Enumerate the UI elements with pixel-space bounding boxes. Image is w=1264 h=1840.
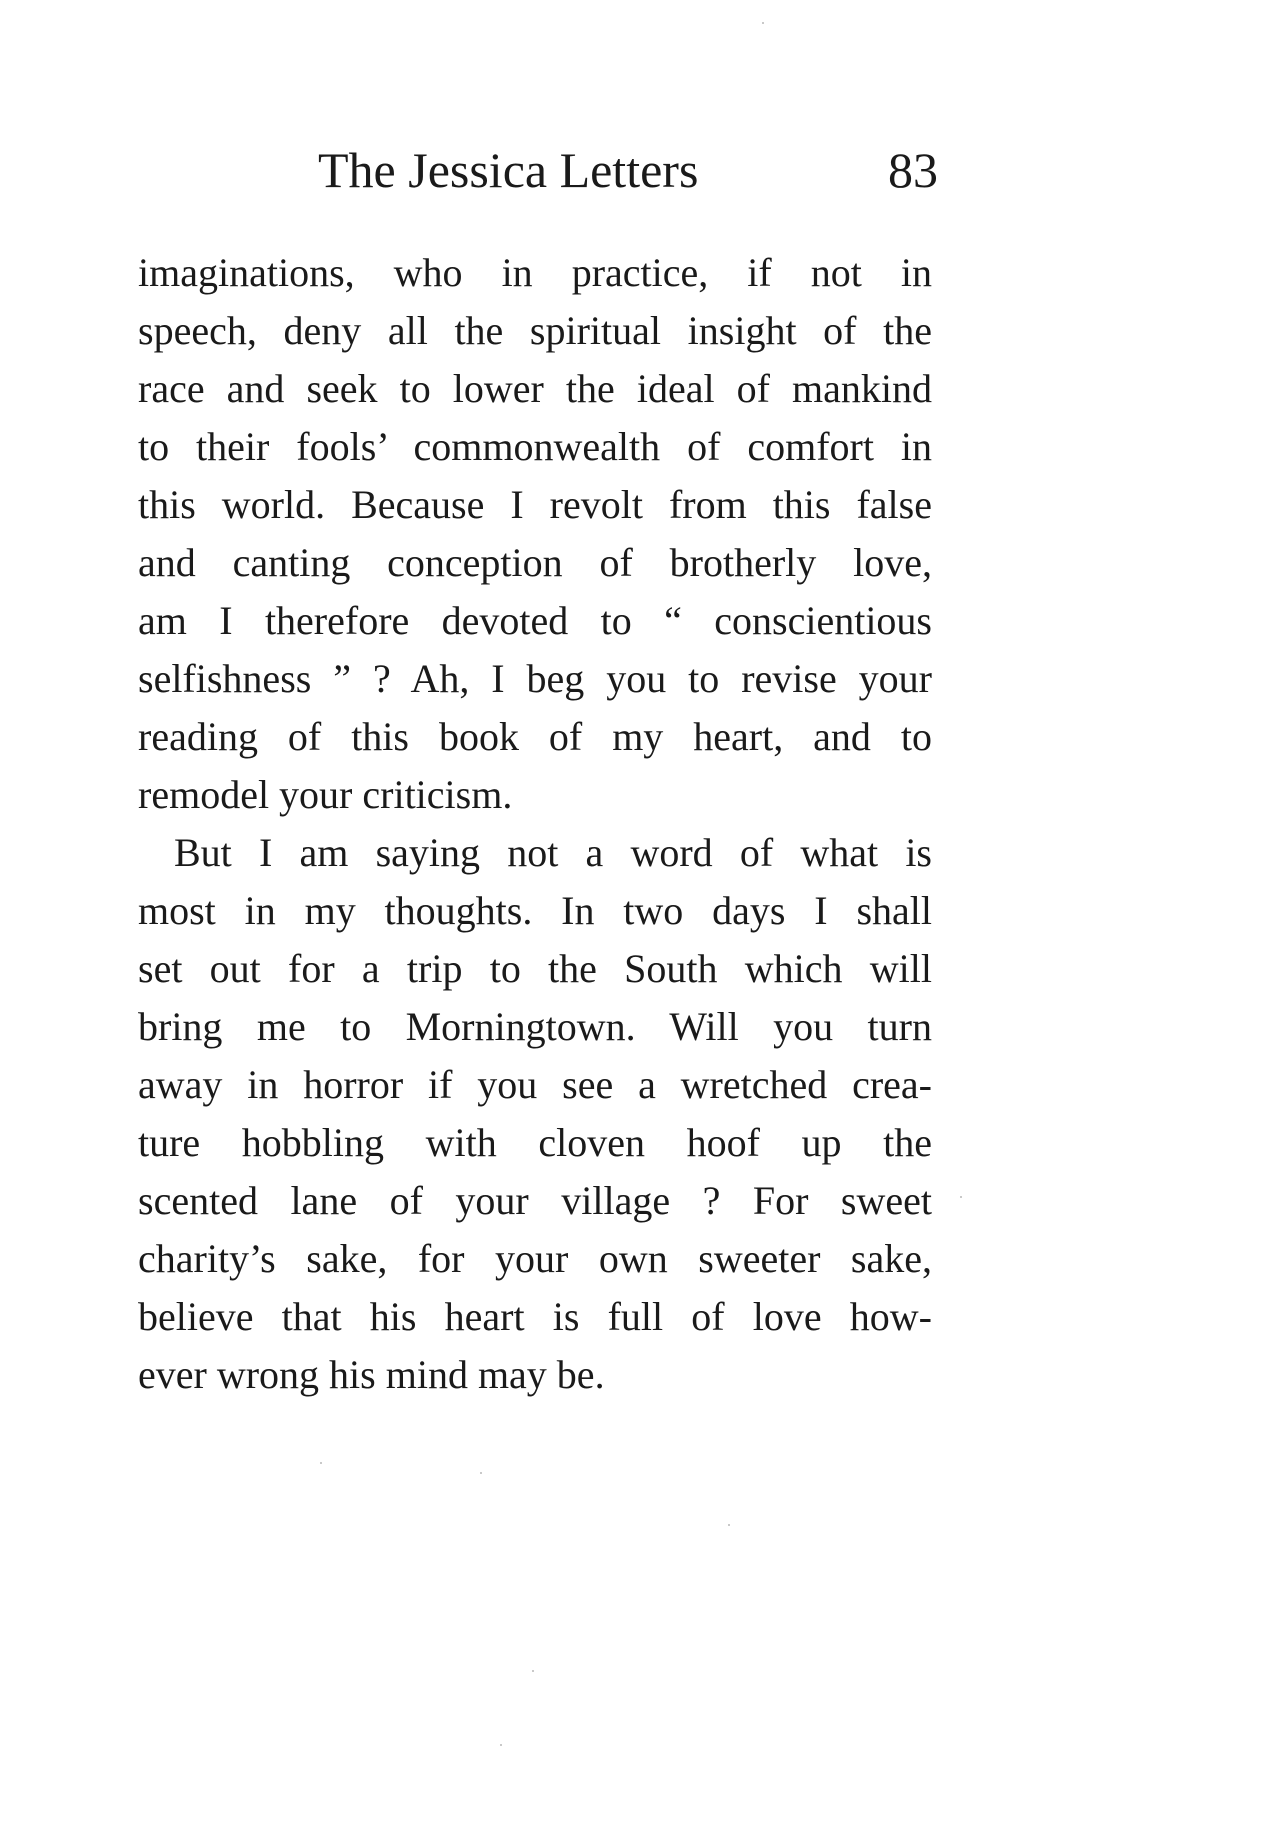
text-line: selfishness ” ? Ah, I beg you to revise your xyxy=(138,656,932,701)
text-line: ever wrong his mind may be. xyxy=(138,1352,605,1397)
text-line: race and seek to lower the ideal of mankind xyxy=(138,366,932,411)
text-line: speech, deny all the spiritual insight of the xyxy=(138,308,932,353)
text-line: imaginations, who in practice, if not in xyxy=(138,250,932,295)
text-line: this world. Because I revolt from this false xyxy=(138,482,932,527)
paper-speck xyxy=(762,22,764,24)
paper-speck xyxy=(960,1196,962,1198)
paper-speck xyxy=(320,1462,322,1464)
text-line: But I am saying not a word of what is xyxy=(174,830,932,875)
text-line: most in my thoughts. In two days I shall xyxy=(138,888,932,933)
text-line: ture hobbling with cloven hoof up the xyxy=(138,1120,932,1165)
text-line: reading of this book of my heart, and to xyxy=(138,714,932,759)
body-text xyxy=(138,244,932,1404)
text-line: am I therefore devoted to “ conscientious xyxy=(138,598,932,643)
paper-speck xyxy=(532,1670,534,1672)
text-line: away in horror if you see a wretched crea- xyxy=(138,1062,932,1107)
text-line: believe that his heart is full of love how- xyxy=(138,1294,932,1339)
running-title: The Jessica Letters xyxy=(318,142,699,198)
text-line: and canting conception of brotherly love, xyxy=(138,540,932,585)
paragraph-2 xyxy=(138,824,932,1404)
text-line: bring me to Morningtown. Will you turn xyxy=(138,1004,932,1049)
text-line: remodel your criticism. xyxy=(138,772,513,817)
page-number: 83 xyxy=(888,142,938,198)
paragraph-1 xyxy=(138,244,932,824)
paper-speck xyxy=(480,1472,482,1474)
text-line: to their fools’ commonwealth of comfort in xyxy=(138,424,932,469)
text-line: scented lane of your village ? For sweet xyxy=(138,1178,932,1223)
text-line: set out for a trip to the South which will xyxy=(138,946,932,991)
text-line: charity’s sake, for your own sweeter sake, xyxy=(138,1236,932,1281)
paper-speck xyxy=(728,1524,730,1526)
paper-speck xyxy=(500,1744,502,1746)
running-head xyxy=(318,140,938,200)
